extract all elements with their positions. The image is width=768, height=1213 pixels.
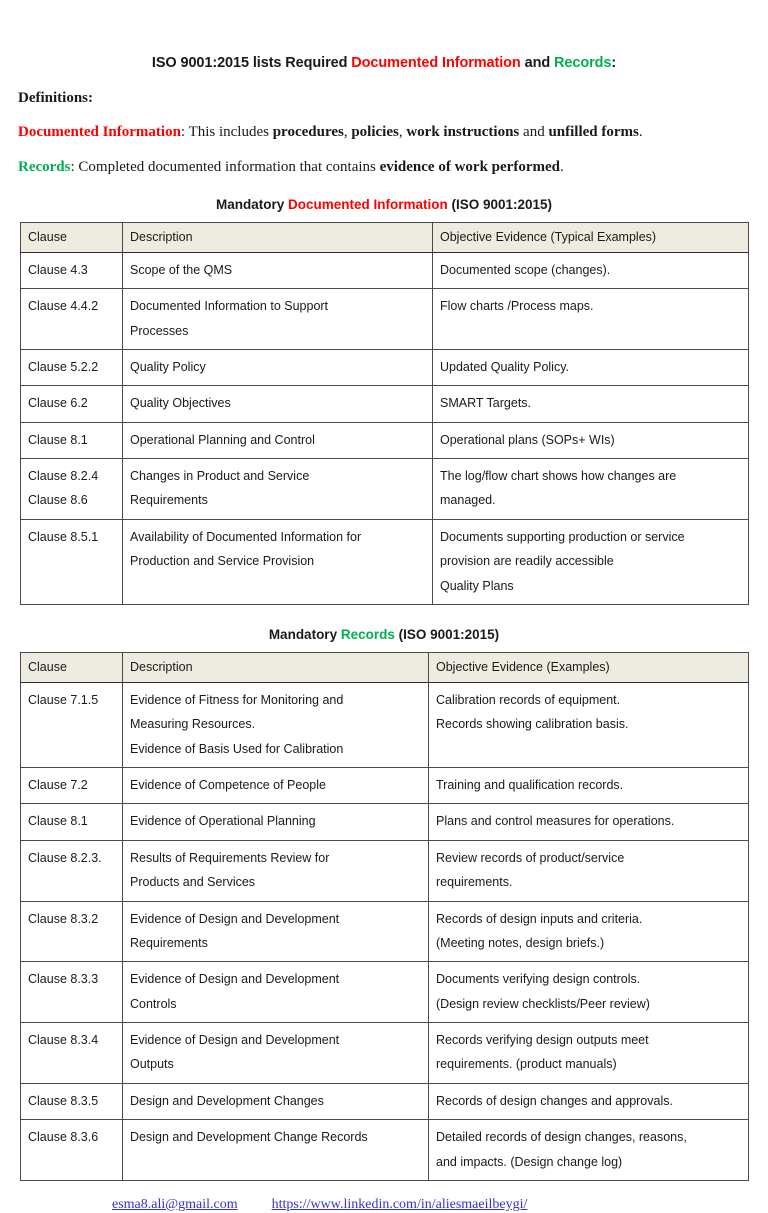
table-row [21, 422, 749, 458]
page-title-tail: : [611, 55, 617, 71]
cell-clause [21, 386, 123, 422]
cell-evidence-line: Updated Quality Policy. [440, 359, 569, 374]
table2-body [21, 682, 749, 1180]
table-row [21, 289, 749, 350]
cell-clause-line: Clause 8.2.3. [28, 850, 102, 865]
table-row [21, 386, 749, 422]
cell-evidence [433, 289, 749, 350]
cell-clause [21, 422, 123, 458]
cell-clause-line: Clause 8.3.6 [28, 1130, 99, 1145]
definition-text-3: , [398, 124, 407, 141]
cell-evidence-line: Records of design inputs and criteria. [436, 911, 643, 926]
table-row [21, 682, 749, 767]
cell-description [123, 1083, 429, 1119]
cell-evidence [433, 519, 749, 604]
table2-header-description: Description [123, 653, 429, 683]
table2-header-evidence: Objective Evidence (Examples) [429, 653, 749, 683]
cell-evidence [429, 768, 749, 804]
cell-description-line: Evidence of Design and Development [130, 972, 340, 987]
page-title [0, 0, 768, 72]
table-row [21, 804, 749, 840]
cell-evidence-line: Review records of product/service [436, 850, 625, 865]
cell-evidence [429, 1120, 749, 1181]
cell-clause-line: Clause 8.1 [28, 814, 88, 829]
cell-description-line: Controls [130, 996, 177, 1011]
cell-clause [21, 768, 123, 804]
cell-clause [21, 252, 123, 288]
cell-description-line: Operational Planning and Control [130, 432, 315, 447]
cell-description [123, 289, 433, 350]
cell-description [123, 252, 433, 288]
cell-clause [21, 459, 123, 520]
cell-evidence [433, 422, 749, 458]
cell-evidence-line: Detailed records of design changes, reasons, [436, 1130, 687, 1145]
cell-description [123, 386, 433, 422]
cell-evidence [433, 459, 749, 520]
definition-text-1: Completed documented information that contains [78, 159, 380, 176]
cell-evidence-line: Training and qualification records. [436, 778, 624, 793]
cell-clause [21, 1023, 123, 1084]
table1-header-row [21, 223, 749, 253]
cell-clause-line: Clause 7.2 [28, 778, 88, 793]
cell-description [123, 962, 429, 1023]
cell-description [123, 840, 429, 901]
section2-caption-accent: Records [340, 626, 395, 642]
cell-description-line: Design and Development Changes [130, 1093, 324, 1108]
cell-clause [21, 840, 123, 901]
cell-description-line: Measuring Resources. [130, 717, 256, 732]
cell-evidence-line: provision are readily accessible [440, 554, 614, 569]
cell-description-line: Changes in Product and Service [130, 469, 310, 484]
table-row [21, 349, 749, 385]
cell-clause-line: Clause 8.1 [28, 432, 88, 447]
page-title-accent-documented-information: Documented Information [351, 55, 521, 71]
cell-description-line: Evidence of Design and Development [130, 1033, 340, 1048]
cell-description [123, 804, 429, 840]
cell-description-line: Design and Development Change Records [130, 1130, 368, 1145]
cell-description-line: Quality Objectives [130, 396, 231, 411]
cell-clause [21, 349, 123, 385]
definition-keyword-procedures: procedures [272, 124, 344, 141]
definition-term: Documented Information [18, 124, 181, 141]
table2-head [21, 653, 749, 683]
cell-description-line: Evidence of Fitness for Monitoring and [130, 692, 344, 707]
section2-caption-lead: Mandatory [268, 626, 341, 642]
cell-description [123, 768, 429, 804]
definition-term: Records [18, 159, 71, 176]
mandatory-documented-information-table [20, 222, 749, 605]
table2-header-clause: Clause [21, 653, 123, 683]
definition-keyword-work-instructions: work instructions [406, 124, 520, 141]
section2-caption [0, 605, 768, 643]
cell-description [123, 1023, 429, 1084]
cell-clause-line: Clause 8.3.2 [28, 911, 99, 926]
table1-body [21, 252, 749, 604]
cell-description [123, 901, 429, 962]
cell-clause-line: Clause 8.3.5 [28, 1093, 99, 1108]
cell-clause [21, 1083, 123, 1119]
cell-evidence-line: Quality Plans [440, 578, 514, 593]
section2-table-wrapper [0, 652, 768, 1181]
cell-clause [21, 962, 123, 1023]
cell-evidence-line: Documents supporting production or service [440, 529, 685, 544]
table1-header-clause: Clause [21, 223, 123, 253]
table1-head [21, 223, 749, 253]
definition-keyword-unfilled-forms: unfilled forms [548, 124, 639, 141]
cell-evidence [433, 349, 749, 385]
cell-description-line: Requirements [130, 935, 208, 950]
page-title-accent-records: Records [554, 55, 612, 71]
table-row [21, 252, 749, 288]
cell-evidence-line: Operational plans (SOPs+ WIs) [440, 432, 615, 447]
cell-clause-line: Clause 8.2.4 [28, 469, 99, 484]
cell-clause [21, 901, 123, 962]
definition-documented-information [0, 107, 768, 142]
cell-evidence-line: Documented scope (changes). [440, 262, 611, 277]
cell-description-line: Outputs [130, 1057, 174, 1072]
definition-separator: : [70, 159, 79, 176]
cell-evidence-line: (Meeting notes, design briefs.) [436, 935, 605, 950]
cell-clause-line: Clause 6.2 [28, 396, 88, 411]
definition-text-2: . [559, 159, 564, 176]
cell-evidence-line: requirements. (product manuals) [436, 1057, 617, 1072]
cell-clause-line: Clause 4.3 [28, 262, 88, 277]
section2-caption-tail: (ISO 9001:2015) [394, 626, 500, 642]
definition-records [0, 142, 768, 177]
cell-description-line: Scope of the QMS [130, 262, 233, 277]
table-row [21, 962, 749, 1023]
cell-clause [21, 289, 123, 350]
page-title-mid: and [520, 55, 555, 71]
table1-header-description: Description [123, 223, 433, 253]
cell-evidence-line: Records of design changes and approvals. [436, 1093, 673, 1108]
cell-description-line: Availability of Documented Information for [130, 529, 362, 544]
cell-description [123, 682, 429, 767]
cell-clause [21, 682, 123, 767]
table-row [21, 1083, 749, 1119]
table-row [21, 459, 749, 520]
footer-links [0, 1181, 768, 1213]
cell-evidence-line: Plans and control measures for operations. [436, 814, 675, 829]
definition-keyword-policies: policies [351, 124, 399, 141]
definition-keyword-evidence-of-work-performed: evidence of work performed [379, 159, 560, 176]
cell-evidence-line: The log/flow chart shows how changes are [440, 469, 677, 484]
cell-description [123, 422, 433, 458]
cell-evidence-line: Records verifying design outputs meet [436, 1033, 649, 1048]
cell-clause-line: Clause 7.1.5 [28, 692, 99, 707]
cell-clause-line: Clause 8.5.1 [28, 529, 99, 544]
cell-description-line: Evidence of Competence of People [130, 778, 326, 793]
cell-evidence-line: Flow charts /Process maps. [440, 299, 594, 314]
cell-evidence [429, 901, 749, 962]
table-row [21, 768, 749, 804]
cell-evidence-line: (Design review checklists/Peer review) [436, 996, 650, 1011]
definition-text-2: , [343, 124, 352, 141]
cell-description [123, 459, 433, 520]
definition-separator: : [180, 124, 189, 141]
definition-text-1: This includes [188, 124, 273, 141]
definition-text-4: and [519, 124, 549, 141]
cell-evidence [429, 1083, 749, 1119]
linkedin-link[interactable]: https://www.linkedin.com/in/aliesmaeilbeygi/ [271, 1196, 528, 1212]
cell-clause [21, 804, 123, 840]
cell-description-line: Evidence of Design and Development [130, 911, 340, 926]
cell-evidence [433, 386, 749, 422]
cell-description-line: Evidence of Operational Planning [130, 814, 316, 829]
cell-evidence [429, 840, 749, 901]
cell-clause-line: Clause 5.2.2 [28, 359, 99, 374]
cell-evidence [429, 962, 749, 1023]
cell-description [123, 349, 433, 385]
table-row [21, 519, 749, 604]
cell-description-line: Results of Requirements Review for [130, 850, 330, 865]
cell-clause [21, 1120, 123, 1181]
cell-evidence [429, 804, 749, 840]
cell-evidence [429, 1023, 749, 1084]
cell-evidence-line: managed. [440, 493, 496, 508]
table1-header-evidence: Objective Evidence (Typical Examples) [433, 223, 749, 253]
cell-clause [21, 519, 123, 604]
cell-clause-line: Clause 8.3.4 [28, 1033, 99, 1048]
cell-description-line: Documented Information to Support [130, 299, 329, 314]
cell-evidence-line: Documents verifying design controls. [436, 972, 641, 987]
cell-description-line: Quality Policy [130, 359, 206, 374]
cell-evidence-line: and impacts. (Design change log) [436, 1154, 623, 1169]
cell-clause-line: Clause 8.3.3 [28, 972, 99, 987]
cell-evidence-line: Records showing calibration basis. [436, 717, 629, 732]
table-row [21, 1120, 749, 1181]
cell-evidence-line: requirements. [436, 875, 513, 890]
page-title-lead: ISO 9001:2015 lists Required [151, 55, 352, 71]
table2-header-row [21, 653, 749, 683]
table-row [21, 901, 749, 962]
cell-evidence-line: SMART Targets. [440, 396, 532, 411]
table-row [21, 1023, 749, 1084]
cell-description-line: Evidence of Basis Used for Calibration [130, 741, 344, 756]
cell-evidence [433, 252, 749, 288]
email-link[interactable]: esma8.ali@gmail.com [112, 1196, 238, 1212]
section1-caption-tail: (ISO 9001:2015) [447, 196, 553, 212]
cell-description [123, 1120, 429, 1181]
cell-description-line: Requirements [130, 493, 208, 508]
section1-caption-lead: Mandatory [215, 196, 288, 212]
cell-description-line: Production and Service Provision [130, 554, 315, 569]
definition-text-5: . [638, 124, 643, 141]
table-row [21, 840, 749, 901]
cell-evidence-line: Calibration records of equipment. [436, 692, 621, 707]
section1-caption-accent: Documented Information [287, 196, 448, 212]
cell-description [123, 519, 433, 604]
mandatory-records-table [20, 652, 749, 1181]
definitions-heading: Definitions: [18, 90, 93, 107]
section1-caption [0, 177, 768, 213]
cell-description-line: Products and Services [130, 875, 256, 890]
cell-evidence [429, 682, 749, 767]
cell-clause-line: Clause 4.4.2 [28, 299, 99, 314]
cell-description-line: Processes [130, 323, 189, 338]
section1-table-wrapper [0, 222, 768, 605]
cell-clause-line: Clause 8.6 [28, 493, 88, 508]
